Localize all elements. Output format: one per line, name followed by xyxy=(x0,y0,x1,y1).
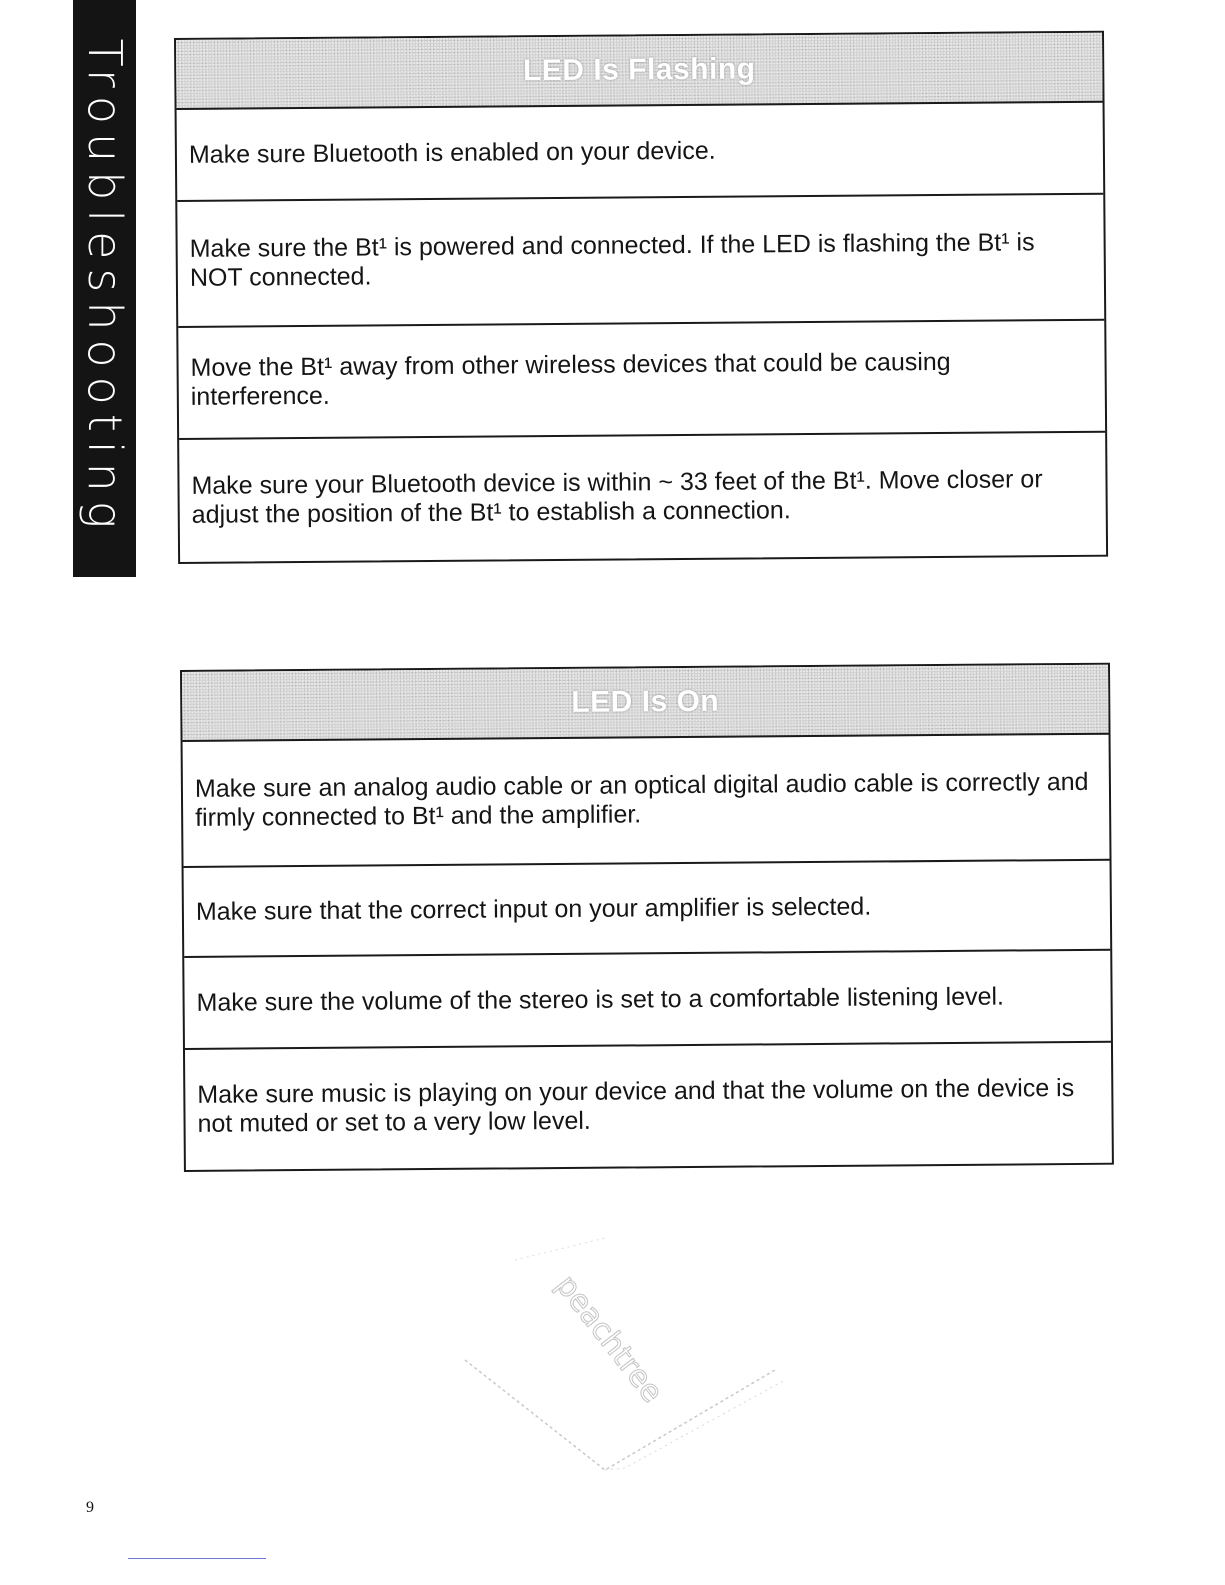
led-on-item: Make sure that the correct input on your amplifier is selected. xyxy=(184,861,1111,958)
led-on-title: LED Is On xyxy=(571,684,720,719)
side-tab-label: Troubleshooting xyxy=(77,38,132,538)
led-flashing-title: LED Is Flashing xyxy=(522,52,756,88)
led-flashing-item: Make sure Bluetooth is enabled on your device. xyxy=(177,103,1104,202)
led-flashing-item: Move the Bt¹ away from other wireless devices that could be causing interference. xyxy=(178,321,1105,440)
peachtree-device-image xyxy=(455,1230,795,1480)
led-flashing-item: Make sure your Bluetooth device is within ~ 33 feet of the Bt¹. Move closer or adjust the position of the Bt¹ to establish a connection. xyxy=(191,465,1043,529)
page-number: 9 xyxy=(86,1499,94,1516)
led-flashing-header xyxy=(176,33,1103,110)
led-on-item: Make sure an analog audio cable or an optical digital audio cable is correctly and firmly connected to Bt¹ and the amplifier. xyxy=(183,735,1110,868)
led-on-item: Make sure the volume of the stereo is set to a comfortable listening level. xyxy=(184,951,1111,1050)
footer-rule xyxy=(128,1558,266,1559)
led-flashing-panel xyxy=(174,31,1108,564)
led-flashing-item: Make sure the Bt¹ is powered and connected. If the LED is flashing the Bt¹ is NOT connected. xyxy=(177,195,1104,328)
section-side-tab xyxy=(73,0,136,577)
led-on-panel xyxy=(180,663,1114,1172)
led-on-item: Make sure music is playing on your device and that the volume on the device is not muted or set to a very low level. xyxy=(197,1073,1075,1138)
device-brand-text: peachtree xyxy=(548,1268,670,1410)
led-on-header xyxy=(182,665,1109,742)
